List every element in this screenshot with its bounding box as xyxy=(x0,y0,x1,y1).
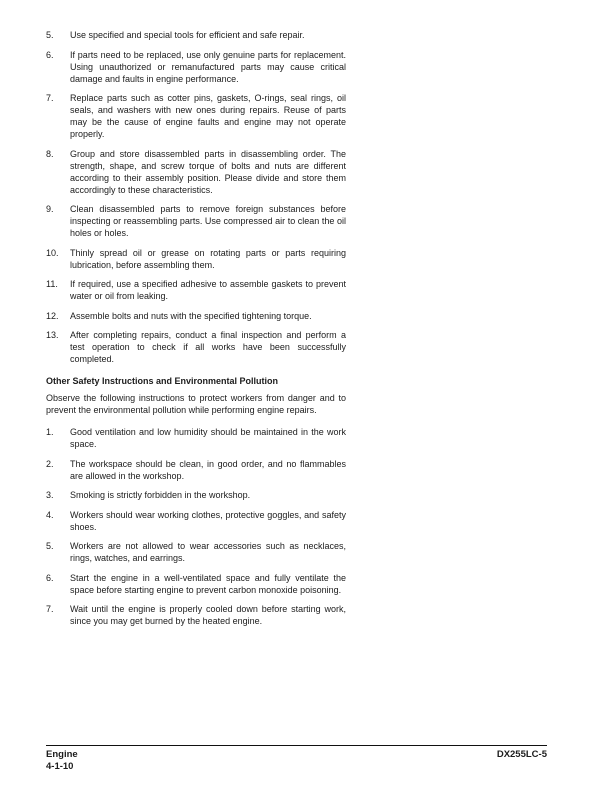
list-item-number: 6. xyxy=(46,572,54,583)
list-item xyxy=(46,572,346,596)
list-item-number: 7. xyxy=(46,604,54,614)
list-item-number: 8. xyxy=(46,148,54,159)
list-item-text: Group and store disassembled parts in disassembling order. The strength, shape, and screw torque of bolts and nuts are different according to their assembly position. Please divide and store them accordingly to these characteristics. xyxy=(70,148,346,195)
list-item-text: Thinly spread oil or grease on rotating parts or parts requiring lubrication, before assembling them. xyxy=(70,247,346,270)
list-item-number: 1. xyxy=(46,427,54,437)
list-item-text: Clean disassembled parts to remove foreign substances before inspecting or reassembling parts. Use compressed air to clean the oil holes or holes. xyxy=(70,204,346,238)
list-item xyxy=(46,458,346,482)
list-item-text: Good ventilation and low humidity should be maintained in the work space. xyxy=(70,427,346,449)
list-item-text: Assemble bolts and nuts with the specified tightening torque. xyxy=(70,310,312,321)
list-item-number: 10. xyxy=(46,247,59,258)
list-item-text: Wait until the engine is properly cooled down before starting work, since you may get burned by the heated engine. xyxy=(70,604,346,626)
footer-section-label: Engine xyxy=(46,749,78,760)
list-item xyxy=(46,509,346,533)
list-item-number: 12. xyxy=(46,310,59,321)
list-item xyxy=(46,540,346,564)
list-item xyxy=(46,247,346,271)
list-item-text: Workers are not allowed to wear accessories such as necklaces, rings, watches, and earrings. xyxy=(70,541,346,563)
environment-instructions-list xyxy=(46,426,346,627)
list-item xyxy=(46,148,346,196)
list-item xyxy=(46,426,346,450)
list-item-text: Start the engine in a well-ventilated space and fully ventilate the space before starting engine to prevent carbon monoxide poisoning. xyxy=(70,572,346,595)
list-item-number: 7. xyxy=(46,93,54,103)
footer-left-block xyxy=(46,749,78,772)
list-item xyxy=(46,329,346,365)
footer-page-number: 4-1-10 xyxy=(46,760,74,772)
section-heading: Other Safety Instructions and Environmental Pollution xyxy=(46,376,279,386)
list-item xyxy=(46,29,346,41)
list-item-number: 13. xyxy=(46,330,59,340)
list-item-number: 11. xyxy=(46,279,58,289)
list-item-number: 5. xyxy=(46,30,54,40)
list-item xyxy=(46,489,346,501)
section-intro: Observe the following instructions to protect workers from danger and to prevent the environmental pollution while performing engine repairs. xyxy=(46,393,346,415)
list-item xyxy=(46,310,346,322)
list-item-text: After completing repairs, conduct a final inspection and perform a test operation to check if all works have been successfully completed. xyxy=(70,330,346,364)
list-item-text: The workspace should be clean, in good order, and no flammables are allowed in the workshop. xyxy=(70,458,346,481)
list-item xyxy=(46,49,346,85)
footer-model-number: DX255LC-5 xyxy=(496,749,547,760)
list-item-number: 3. xyxy=(46,490,54,500)
list-item-text: Replace parts such as cotter pins, gaskets, O-rings, seal rings, oil seals, and washers with new ones during repairs. Reuse of parts may be the cause of engine faults and engine may not operate properly. xyxy=(70,93,346,139)
list-item xyxy=(46,278,346,302)
list-item-text: If parts need to be replaced, use only genuine parts for replacement. Using unauthorized or remanufactured parts may cause critical damage and faults in engine performance. xyxy=(70,49,346,84)
list-item-number: 6. xyxy=(46,49,54,60)
list-item-number: 9. xyxy=(46,204,54,214)
list-item-number: 2. xyxy=(46,458,54,469)
list-item-text: If required, use a specified adhesive to assemble gaskets to prevent water or oil from leaking. xyxy=(70,279,346,301)
list-item xyxy=(46,92,346,140)
list-item-number: 4. xyxy=(46,509,54,520)
page-footer xyxy=(46,745,547,772)
list-item-text: Smoking is strictly forbidden in the workshop. xyxy=(70,490,251,500)
list-item xyxy=(46,603,346,627)
list-item-number: 5. xyxy=(46,541,54,551)
list-item-text: Use specified and special tools for efficient and safe repair. xyxy=(70,30,305,40)
list-item-text: Workers should wear working clothes, protective goggles, and safety shoes. xyxy=(70,509,346,532)
list-item xyxy=(46,203,346,239)
page-content xyxy=(46,29,346,635)
repair-instructions-list xyxy=(46,29,346,365)
